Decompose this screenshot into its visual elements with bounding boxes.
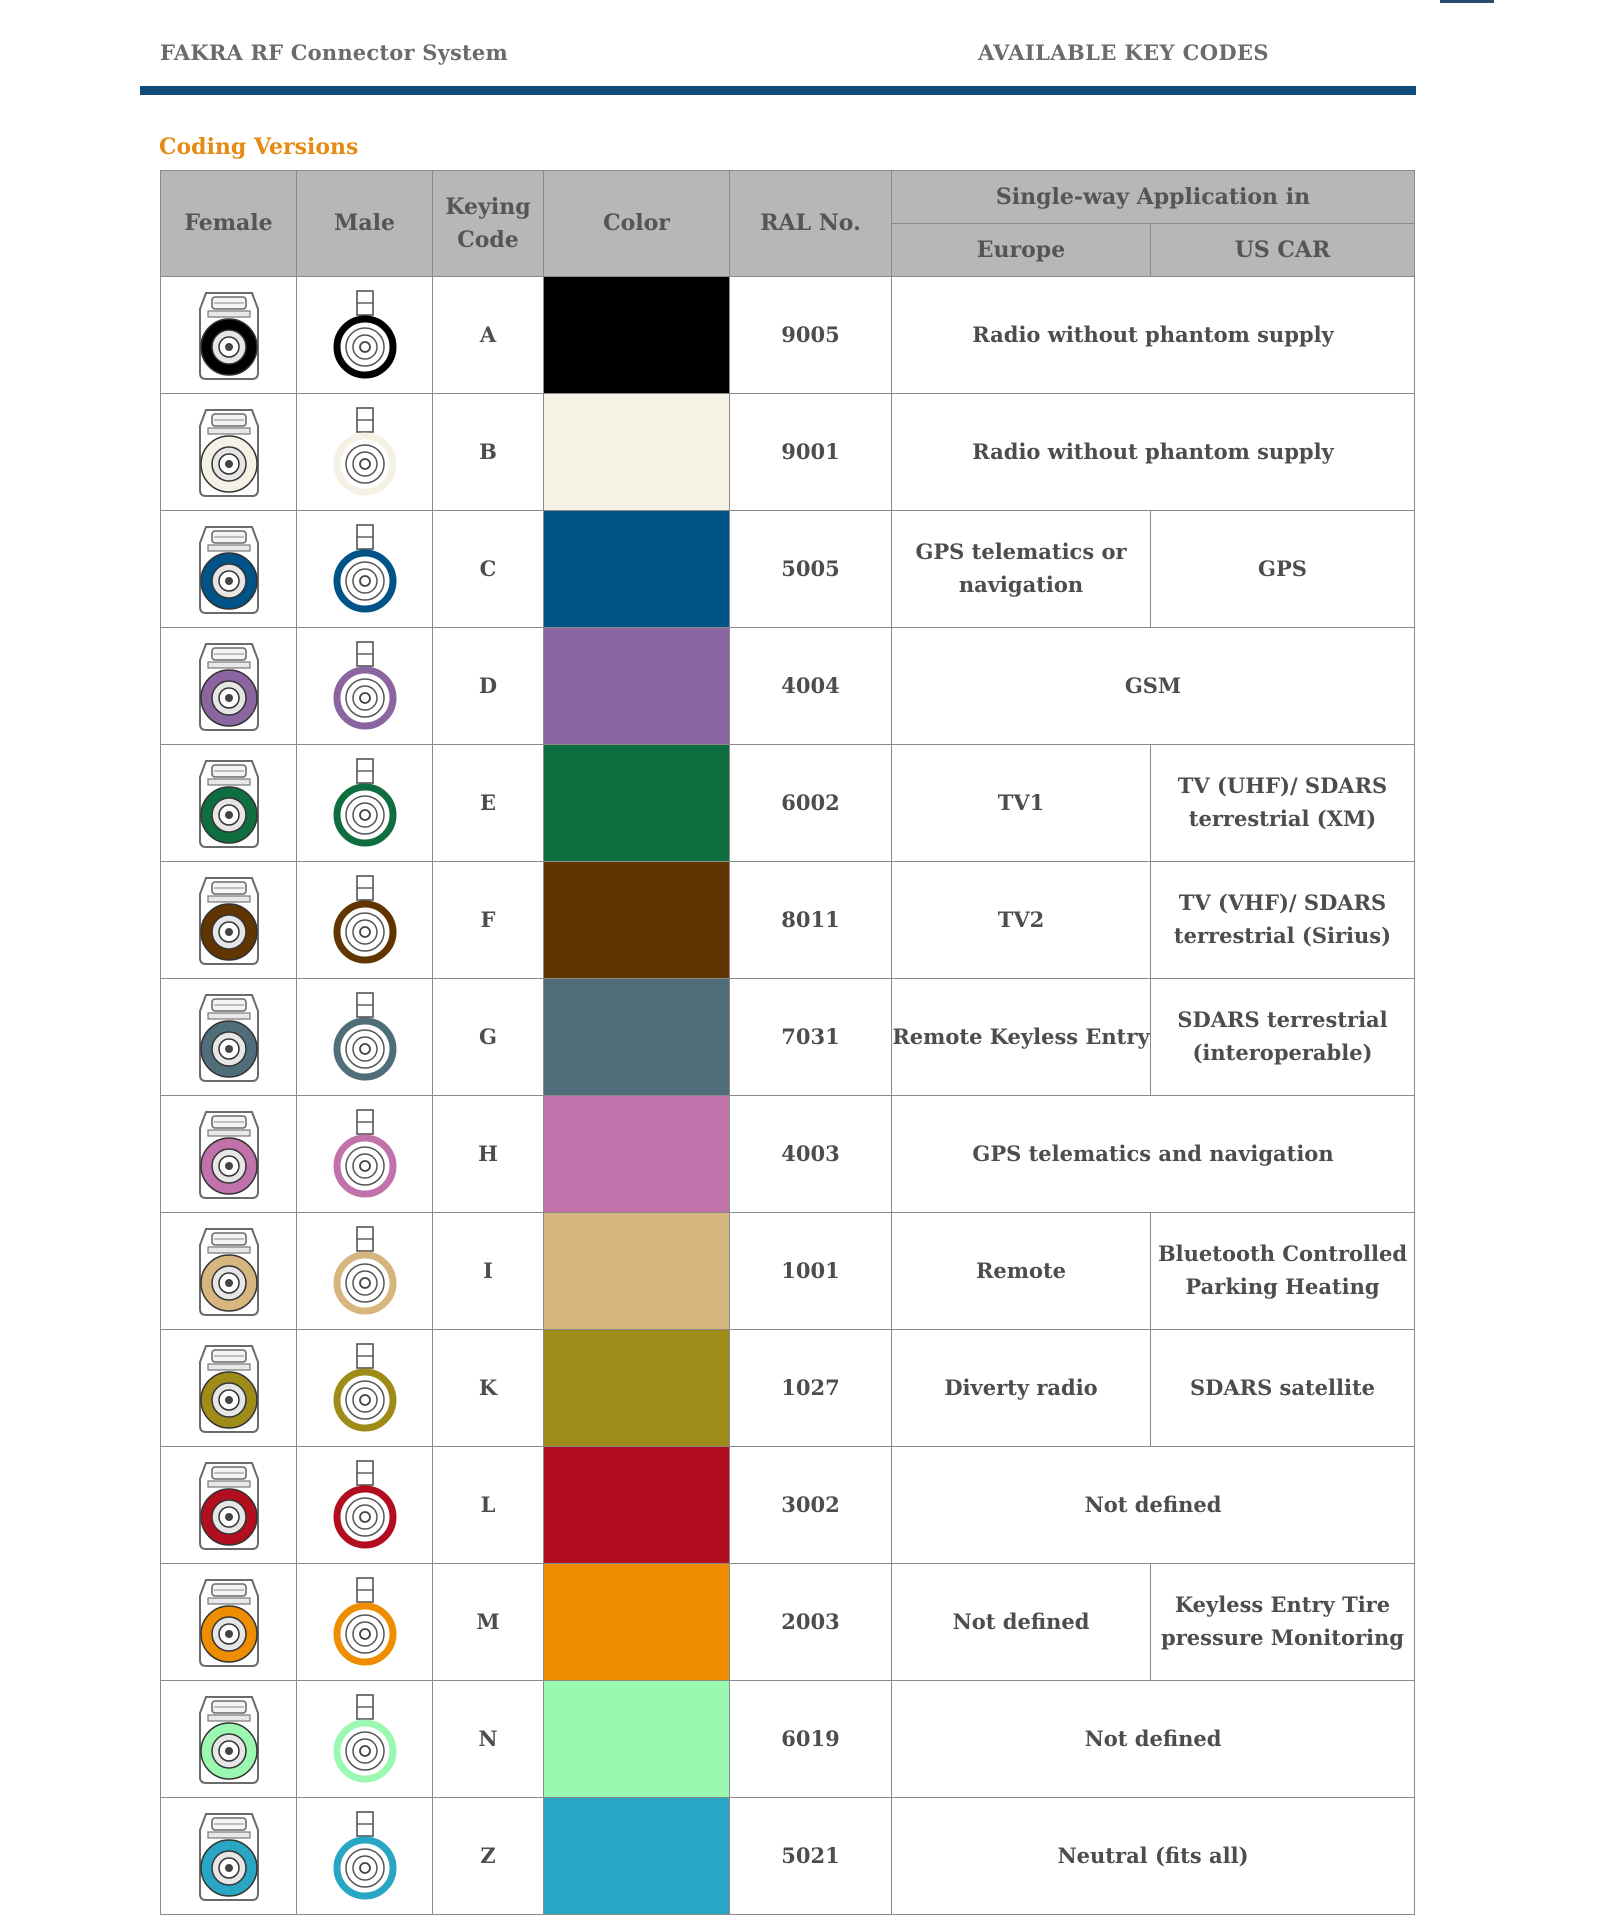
application-both: Radio without phantom supply (892, 277, 1415, 394)
color-swatch (544, 745, 730, 862)
male-connector-icon (330, 1691, 400, 1787)
male-connector-cell (297, 1798, 433, 1915)
coding-versions-title: Coding Versions (159, 134, 359, 160)
application-us-car: Bluetooth Controlled Parking Heating (1151, 1213, 1415, 1330)
keying-code-header: Keying Code (433, 171, 544, 277)
table-row (161, 394, 1415, 511)
female-connector-cell (161, 1330, 297, 1447)
application-us-car: TV (UHF)/ SDARS terrestrial (XM) (1151, 745, 1415, 862)
male-connector-icon (330, 1106, 400, 1202)
female-connector-cell (161, 1798, 297, 1915)
color-swatch (544, 1330, 730, 1447)
ral-number: 1001 (730, 1213, 892, 1330)
ral-number: 6019 (730, 1681, 892, 1798)
table-row (161, 1213, 1415, 1330)
application-both: Radio without phantom supply (892, 394, 1415, 511)
application-us-car: TV (VHF)/ SDARS terrestrial (Sirius) (1151, 862, 1415, 979)
keying-code: F (433, 862, 544, 979)
color-swatch (544, 979, 730, 1096)
keying-code: I (433, 1213, 544, 1330)
table-row (161, 1681, 1415, 1798)
male-connector-cell (297, 511, 433, 628)
female-header: Female (161, 171, 297, 277)
female-connector-cell (161, 511, 297, 628)
application-europe: Remote (892, 1213, 1151, 1330)
male-connector-icon (330, 755, 400, 851)
table-row (161, 277, 1415, 394)
female-connector-icon (192, 1106, 266, 1202)
male-header: Male (297, 171, 433, 277)
application-header: Single-way Application in (892, 171, 1415, 224)
female-connector-cell (161, 1681, 297, 1798)
ral-number: 6002 (730, 745, 892, 862)
application-both: Not defined (892, 1681, 1415, 1798)
table-row (161, 1096, 1415, 1213)
table-row (161, 1798, 1415, 1915)
male-connector-cell (297, 979, 433, 1096)
application-us-car: SDARS terrestrial (interoperable) (1151, 979, 1415, 1096)
header-rule (140, 86, 1416, 95)
male-connector-icon (330, 287, 400, 383)
male-connector-cell (297, 745, 433, 862)
female-connector-cell (161, 1213, 297, 1330)
male-connector-icon (330, 638, 400, 734)
male-connector-cell (297, 1330, 433, 1447)
table-row (161, 1447, 1415, 1564)
color-swatch (544, 1213, 730, 1330)
female-connector-icon (192, 1691, 266, 1787)
male-connector-icon (330, 521, 400, 617)
female-connector-cell (161, 628, 297, 745)
europe-header: Europe (892, 224, 1151, 277)
male-connector-icon (330, 404, 400, 500)
keying-code: K (433, 1330, 544, 1447)
table-row (161, 979, 1415, 1096)
color-swatch (544, 1564, 730, 1681)
male-connector-cell (297, 1564, 433, 1681)
male-connector-icon (330, 1223, 400, 1319)
table-row (161, 1564, 1415, 1681)
application-both: GPS telematics and navigation (892, 1096, 1415, 1213)
ral-number: 5005 (730, 511, 892, 628)
application-europe: Remote Keyless Entry (892, 979, 1151, 1096)
table-row (161, 511, 1415, 628)
ral-number: 1027 (730, 1330, 892, 1447)
male-connector-cell (297, 1213, 433, 1330)
female-connector-icon (192, 1223, 266, 1319)
ral-number: 2003 (730, 1564, 892, 1681)
male-connector-cell (297, 1681, 433, 1798)
female-connector-cell (161, 745, 297, 862)
application-europe: Diverty radio (892, 1330, 1151, 1447)
keying-code: M (433, 1564, 544, 1681)
male-connector-icon (330, 1457, 400, 1553)
female-connector-icon (192, 872, 266, 968)
female-connector-cell (161, 394, 297, 511)
ral-number: 9001 (730, 394, 892, 511)
application-both: Not defined (892, 1447, 1415, 1564)
ral-number: 7031 (730, 979, 892, 1096)
keying-code: H (433, 1096, 544, 1213)
female-connector-cell (161, 277, 297, 394)
application-europe: Not defined (892, 1564, 1151, 1681)
color-swatch (544, 1798, 730, 1915)
application-us-car: GPS (1151, 511, 1415, 628)
table-row (161, 628, 1415, 745)
ral-number: 4004 (730, 628, 892, 745)
keying-code: L (433, 1447, 544, 1564)
female-connector-icon (192, 755, 266, 851)
keying-code: D (433, 628, 544, 745)
application-both: GSM (892, 628, 1415, 745)
female-connector-icon (192, 638, 266, 734)
application-europe: TV1 (892, 745, 1151, 862)
female-connector-cell (161, 862, 297, 979)
female-connector-icon (192, 521, 266, 617)
male-connector-icon (330, 872, 400, 968)
ral-number: 3002 (730, 1447, 892, 1564)
female-connector-icon (192, 1340, 266, 1436)
keying-code: C (433, 511, 544, 628)
table-row (161, 862, 1415, 979)
color-swatch (544, 1096, 730, 1213)
key-codes-table (160, 170, 1415, 1915)
ral-number: 5021 (730, 1798, 892, 1915)
ral-number: 4003 (730, 1096, 892, 1213)
table-row (161, 745, 1415, 862)
male-connector-cell (297, 277, 433, 394)
color-swatch (544, 1447, 730, 1564)
application-us-car: Keyless Entry Tire pressure Monitoring (1151, 1564, 1415, 1681)
female-connector-icon (192, 1457, 266, 1553)
male-connector-icon (330, 1340, 400, 1436)
color-header: Color (544, 171, 730, 277)
application-us-car: SDARS satellite (1151, 1330, 1415, 1447)
male-connector-icon (330, 989, 400, 1085)
female-connector-cell (161, 1564, 297, 1681)
keying-code: A (433, 277, 544, 394)
male-connector-cell (297, 1096, 433, 1213)
color-swatch (544, 1681, 730, 1798)
application-both: Neutral (fits all) (892, 1798, 1415, 1915)
male-connector-icon (330, 1808, 400, 1904)
application-europe: TV2 (892, 862, 1151, 979)
keying-code: G (433, 979, 544, 1096)
keying-code: E (433, 745, 544, 862)
female-connector-icon (192, 287, 266, 383)
us-car-header: US CAR (1151, 224, 1415, 277)
color-swatch (544, 862, 730, 979)
application-europe: GPS telematics or navigation (892, 511, 1151, 628)
male-connector-cell (297, 628, 433, 745)
female-connector-icon (192, 1574, 266, 1670)
color-swatch (544, 277, 730, 394)
male-connector-cell (297, 862, 433, 979)
color-swatch (544, 394, 730, 511)
page-corner-mark (1440, 0, 1494, 3)
ral-number: 8011 (730, 862, 892, 979)
male-connector-cell (297, 1447, 433, 1564)
color-swatch (544, 511, 730, 628)
ral-number: 9005 (730, 277, 892, 394)
female-connector-icon (192, 404, 266, 500)
female-connector-cell (161, 979, 297, 1096)
table-row (161, 1330, 1415, 1447)
ral-header: RAL No. (730, 171, 892, 277)
male-connector-cell (297, 394, 433, 511)
document-title: FAKRA RF Connector System (160, 40, 508, 65)
female-connector-icon (192, 1808, 266, 1904)
female-connector-cell (161, 1447, 297, 1564)
female-connector-icon (192, 989, 266, 1085)
section-header: AVAILABLE KEY CODES (978, 40, 1269, 65)
keying-code: N (433, 1681, 544, 1798)
male-connector-icon (330, 1574, 400, 1670)
color-swatch (544, 628, 730, 745)
keying-code: Z (433, 1798, 544, 1915)
keying-code: B (433, 394, 544, 511)
female-connector-cell (161, 1096, 297, 1213)
